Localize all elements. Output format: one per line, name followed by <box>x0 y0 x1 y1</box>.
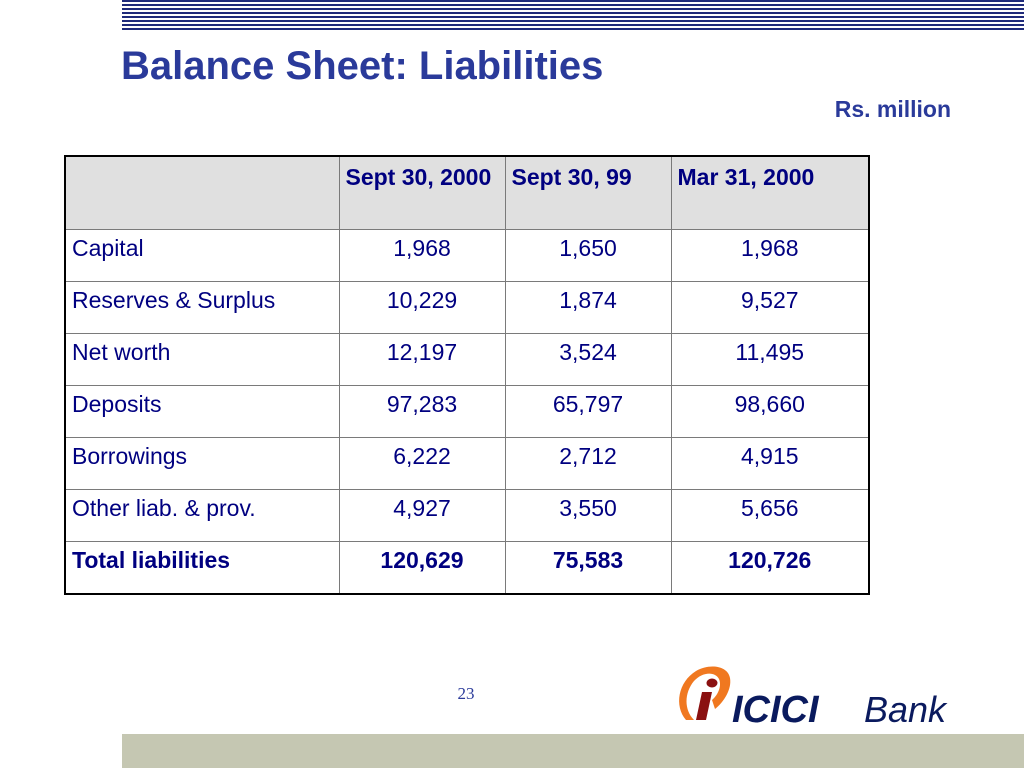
page-title: Balance Sheet: Liabilities <box>121 44 604 88</box>
cell-value: 11,495 <box>671 334 869 386</box>
cell-value: 9,527 <box>671 282 869 334</box>
table-row <box>65 230 869 282</box>
table-row <box>65 490 869 542</box>
header-cell-sept-99: Sept 30, 99 <box>505 156 671 230</box>
table-row <box>65 386 869 438</box>
icici-bank-logo <box>672 662 982 728</box>
row-label: Reserves & Surplus <box>65 282 339 334</box>
header-stripes <box>122 0 1024 32</box>
header-cell-mar-2000: Mar 31, 2000 <box>671 156 869 230</box>
cell-value: 5,656 <box>671 490 869 542</box>
cell-value: 120,629 <box>339 542 505 595</box>
row-label: Deposits <box>65 386 339 438</box>
row-label: Borrowings <box>65 438 339 490</box>
row-label: Other liab. & prov. <box>65 490 339 542</box>
header-cell-label <box>65 156 339 230</box>
cell-value: 6,222 <box>339 438 505 490</box>
cell-value: 2,712 <box>505 438 671 490</box>
page-number: 23 <box>457 684 475 703</box>
cell-value: 97,283 <box>339 386 505 438</box>
cell-value: 10,229 <box>339 282 505 334</box>
cell-value: 120,726 <box>671 542 869 595</box>
cell-value: 3,550 <box>505 490 671 542</box>
cell-value: 4,915 <box>671 438 869 490</box>
row-label: Net worth <box>65 334 339 386</box>
header-cell-sept-2000: Sept 30, 2000 <box>339 156 505 230</box>
cell-value: 65,797 <box>505 386 671 438</box>
row-label: Total liabilities <box>65 542 339 595</box>
row-label: Capital <box>65 230 339 282</box>
footer-bar <box>122 734 1024 768</box>
unit-label: Rs. million <box>834 96 951 122</box>
liabilities-table <box>64 155 870 595</box>
logo-bank-text: Bank <box>864 689 947 728</box>
cell-value: 3,524 <box>505 334 671 386</box>
table-row <box>65 438 869 490</box>
table-row <box>65 334 869 386</box>
cell-value: 4,927 <box>339 490 505 542</box>
cell-value: 75,583 <box>505 542 671 595</box>
cell-value: 98,660 <box>671 386 869 438</box>
cell-value: 12,197 <box>339 334 505 386</box>
table-row <box>65 282 869 334</box>
table-header-row <box>65 156 869 230</box>
table-row-total <box>65 542 869 595</box>
icici-i-logo-icon <box>679 667 730 720</box>
cell-value: 1,650 <box>505 230 671 282</box>
logo-icici-text: ICICI <box>732 689 819 728</box>
cell-value: 1,874 <box>505 282 671 334</box>
cell-value: 1,968 <box>339 230 505 282</box>
cell-value: 1,968 <box>671 230 869 282</box>
